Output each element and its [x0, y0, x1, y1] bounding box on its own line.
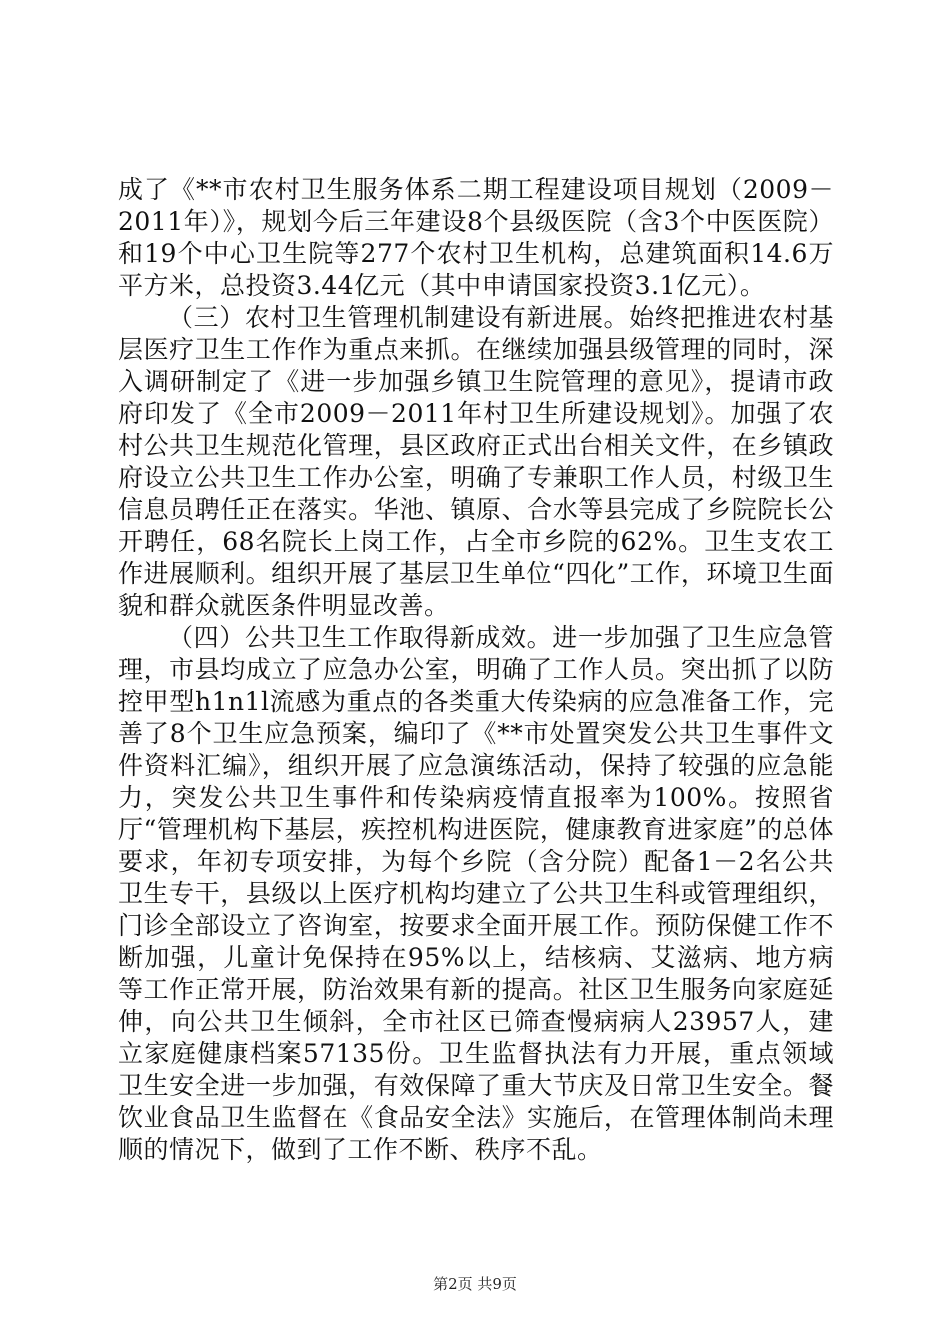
paragraph-2: （三）农村卫生管理机制建设有新进展。始终把推进农村基层医疗卫生工作作为重点来抓。在继续加强县级管理的同时，深入调研制定了《进一步加强乡镇卫生院管理的意见》，提请市政府印发了《全市2009－2011年村卫生所建设规划》。加强了农村公共卫生规范化管理，县区政府正式出台相关文件，在乡镇政府设立公共卫生工作办公室，明确了专兼职工作人员，村级卫生信息员聘任正在落实。华池、镇原、合水等县完成了乡院院长公开聘任，68名院长上岗工作，占全市乡院的62%。卫生支农工作进展顺利。组织开展了基层卫生单位“四化”工作，环境卫生面貌和群众就医条件明显改善。	[118, 303, 834, 620]
document-body	[118, 174, 834, 1166]
page-footer	[0, 1274, 950, 1294]
page-number-label: 第2页 共9页	[433, 1275, 517, 1293]
paragraph-3: （四）公共卫生工作取得新成效。进一步加强了卫生应急管理，市县均成立了应急办公室，明确了工作人员。突出抓了以防控甲型h1n1l流感为重点的各类重大传染病的应急准备工作，完善了8个卫生应急预案，编印了《**市处置突发公共卫生事件文件资料汇编》，组织开展了应急演练活动，保持了较强的应急能力，突发公共卫生事件和传染病疫情直报率为100%。按照省厅“管理机构下基层，疾控机构进医院，健康教育进家庭”的总体要求，年初专项安排，为每个乡院（含分院）配备1－2名公共卫生专干，县级以上医疗机构均建立了公共卫生科或管理组织，门诊全部设立了咨询室，按要求全面开展工作。预防保健工作不断加强，儿童计免保持在95%以上，结核病、艾滋病、地方病等工作正常开展，防治效果有新的提高。社区卫生服务向家庭延伸，向公共卫生倾斜，全市社区已筛查慢病病人23957人，建立家庭健康档案57135份。卫生监督执法有力开展，重点领域卫生安全进一步加强，有效保障了重大节庆及日常卫生安全。餐饮业食品卫生监督在《食品安全法》实施后，在管理体制尚未理顺的情况下，做到了工作不断、秩序不乱。	[118, 623, 834, 1164]
paragraph-1: 成了《**市农村卫生服务体系二期工程建设项目规划（2009－2011年）》，规划今后三年建设8个县级医院（含3个中医医院）和19个中心卫生院等277个农村卫生机构，总建筑面积14.6万平方米，总投资3.44亿元（其中申请国家投资3.1亿元）。	[118, 175, 834, 300]
